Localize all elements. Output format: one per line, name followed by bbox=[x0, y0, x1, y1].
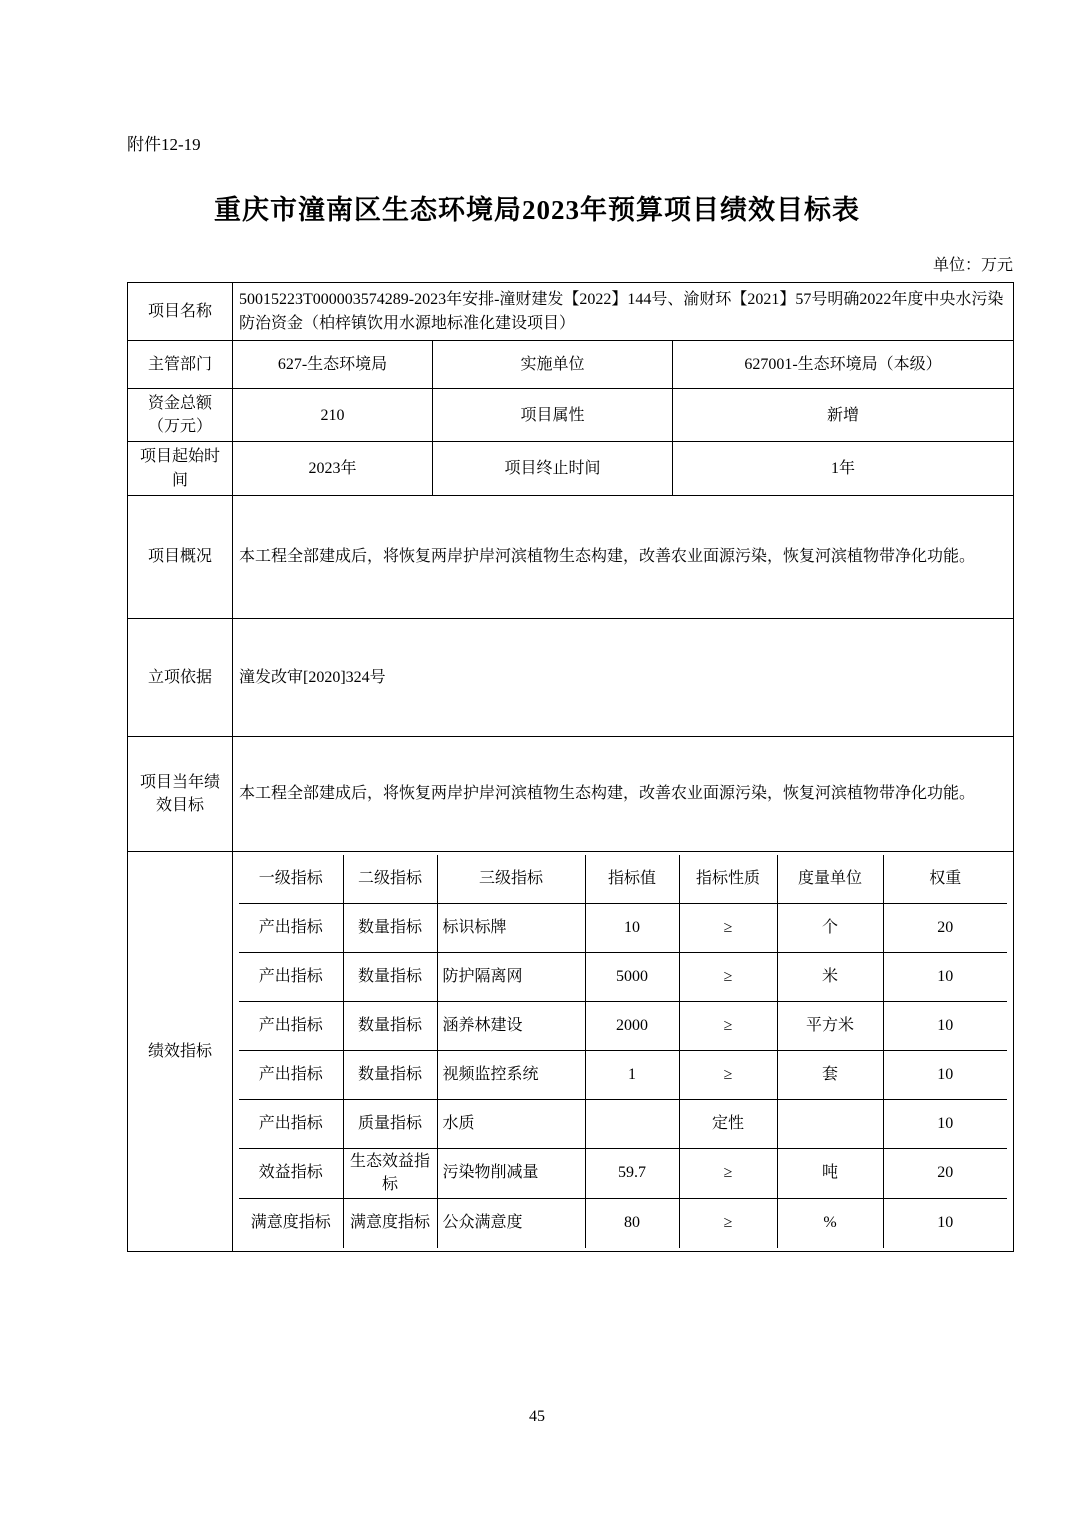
indicator-value: 5000 bbox=[585, 953, 679, 1002]
indicator-weight: 20 bbox=[883, 1149, 1007, 1199]
indicator-header-row bbox=[239, 855, 1007, 904]
indicator-level2: 质量指标 bbox=[343, 1100, 437, 1149]
attachment-number: 附件12-19 bbox=[127, 135, 201, 154]
indicator-level1: 产出指标 bbox=[239, 1002, 343, 1051]
start-value: 2023年 bbox=[233, 442, 433, 495]
annual-goal-row bbox=[128, 736, 1014, 851]
dept-value: 627-生态环境局 bbox=[233, 341, 433, 389]
end-label: 项目终止时间 bbox=[433, 442, 673, 495]
amount-label: 资金总额（万元） bbox=[128, 389, 233, 442]
indicator-header-level2: 二级指标 bbox=[343, 855, 437, 904]
indicator-row bbox=[239, 1002, 1007, 1051]
indicator-nature: ≥ bbox=[679, 1002, 777, 1051]
indicator-unit: 平方米 bbox=[777, 1002, 883, 1051]
indicator-level3: 防护隔离网 bbox=[437, 953, 585, 1002]
basis-row bbox=[128, 618, 1014, 736]
indicator-level1: 满意度指标 bbox=[239, 1199, 343, 1248]
indicator-weight: 10 bbox=[883, 1100, 1007, 1149]
indicator-nature: ≥ bbox=[679, 1149, 777, 1199]
indicator-weight: 10 bbox=[883, 1051, 1007, 1100]
budget-performance-table bbox=[127, 282, 1014, 1252]
indicator-unit: 套 bbox=[777, 1051, 883, 1100]
indicators-row bbox=[128, 851, 1014, 1251]
indicator-level2: 数量指标 bbox=[343, 904, 437, 953]
indicators-label: 绩效指标 bbox=[128, 851, 233, 1251]
impl-label: 实施单位 bbox=[433, 341, 673, 389]
amount-row bbox=[128, 389, 1014, 442]
indicator-value: 59.7 bbox=[585, 1149, 679, 1199]
indicator-row bbox=[239, 1051, 1007, 1100]
indicator-weight: 10 bbox=[883, 1002, 1007, 1051]
project-name-value: 50015223T000003574289-2023年安排-潼财建发【2022】144号、渝财环【2021】57号明确2022年度中央水污染防治资金（柏梓镇饮用水源地标准化建设项目） bbox=[233, 283, 1014, 341]
indicator-unit: 米 bbox=[777, 953, 883, 1002]
attr-label: 项目属性 bbox=[433, 389, 673, 442]
indicator-header-nature: 指标性质 bbox=[679, 855, 777, 904]
amount-value: 210 bbox=[233, 389, 433, 442]
indicator-header-level1: 一级指标 bbox=[239, 855, 343, 904]
dates-row bbox=[128, 442, 1014, 495]
indicator-level1: 产出指标 bbox=[239, 953, 343, 1002]
indicator-nature: 定性 bbox=[679, 1100, 777, 1149]
annual-goal-label: 项目当年绩效目标 bbox=[128, 736, 233, 851]
indicator-value bbox=[585, 1100, 679, 1149]
indicator-level2: 数量指标 bbox=[343, 1002, 437, 1051]
impl-value: 627001-生态环境局（本级） bbox=[673, 341, 1014, 389]
start-label: 项目起始时间 bbox=[128, 442, 233, 495]
indicator-unit bbox=[777, 1100, 883, 1149]
end-value: 1年 bbox=[673, 442, 1014, 495]
indicator-level3: 污染物削减量 bbox=[437, 1149, 585, 1199]
indicator-level1: 产出指标 bbox=[239, 1051, 343, 1100]
overview-row bbox=[128, 495, 1014, 618]
indicator-row bbox=[239, 1149, 1007, 1199]
indicator-level3: 视频监控系统 bbox=[437, 1051, 585, 1100]
indicator-level1: 产出指标 bbox=[239, 904, 343, 953]
indicator-unit: 吨 bbox=[777, 1149, 883, 1199]
indicator-header-value: 指标值 bbox=[585, 855, 679, 904]
attr-value: 新增 bbox=[673, 389, 1014, 442]
indicator-nature: ≥ bbox=[679, 953, 777, 1002]
indicator-row bbox=[239, 1199, 1007, 1248]
page-title: 重庆市潼南区生态环境局2023年预算项目绩效目标表 bbox=[214, 195, 860, 225]
basis-value: 潼发改审[2020]324号 bbox=[233, 618, 1014, 736]
indicator-unit: 个 bbox=[777, 904, 883, 953]
indicator-nature: ≥ bbox=[679, 1199, 777, 1248]
overview-label: 项目概况 bbox=[128, 495, 233, 618]
indicator-row bbox=[239, 953, 1007, 1002]
indicator-level2: 数量指标 bbox=[343, 953, 437, 1002]
indicator-level2: 生态效益指标 bbox=[343, 1149, 437, 1199]
page-number: 45 bbox=[529, 1408, 545, 1425]
indicator-level3: 涵养林建设 bbox=[437, 1002, 585, 1051]
indicator-level1: 产出指标 bbox=[239, 1100, 343, 1149]
indicator-unit: % bbox=[777, 1199, 883, 1248]
indicator-value: 10 bbox=[585, 904, 679, 953]
indicator-value: 80 bbox=[585, 1199, 679, 1248]
indicator-value: 1 bbox=[585, 1051, 679, 1100]
indicator-header-level3: 三级指标 bbox=[437, 855, 585, 904]
indicator-nature: ≥ bbox=[679, 1051, 777, 1100]
indicators-table-cell bbox=[233, 851, 1014, 1251]
indicator-nature: ≥ bbox=[679, 904, 777, 953]
project-name-row bbox=[128, 283, 1014, 341]
indicator-weight: 10 bbox=[937, 1214, 954, 1232]
indicator-value: 2000 bbox=[585, 1002, 679, 1051]
indicator-row bbox=[239, 1100, 1007, 1149]
unit-note: 单位：万元 bbox=[932, 257, 1013, 274]
overview-value: 本工程全部建成后，将恢复两岸护岸河滨植物生态构建，改善农业面源污染，恢复河滨植物带净化功能。 bbox=[233, 495, 1014, 618]
department-row bbox=[128, 341, 1014, 389]
indicator-level1: 效益指标 bbox=[239, 1149, 343, 1199]
indicator-header-weight: 权重 bbox=[883, 855, 1007, 904]
basis-label: 立项依据 bbox=[128, 618, 233, 736]
indicator-weight: 10 bbox=[883, 953, 1007, 1002]
indicator-level3: 标识标牌 bbox=[437, 904, 585, 953]
indicator-level3: 水质 bbox=[437, 1100, 585, 1149]
indicator-level2: 数量指标 bbox=[343, 1051, 437, 1100]
dept-label: 主管部门 bbox=[128, 341, 233, 389]
project-name-label: 项目名称 bbox=[128, 283, 233, 341]
annual-goal-value: 本工程全部建成后，将恢复两岸护岸河滨植物生态构建，改善农业面源污染，恢复河滨植物带净化功能。 bbox=[233, 736, 1014, 851]
indicator-header-unit: 度量单位 bbox=[777, 855, 883, 904]
indicator-level2: 满意度指标 bbox=[343, 1199, 437, 1248]
indicators-table bbox=[239, 855, 1007, 1248]
indicator-weight: 20 bbox=[883, 904, 1007, 953]
indicator-level3: 公众满意度 bbox=[437, 1199, 585, 1248]
indicator-row bbox=[239, 904, 1007, 953]
